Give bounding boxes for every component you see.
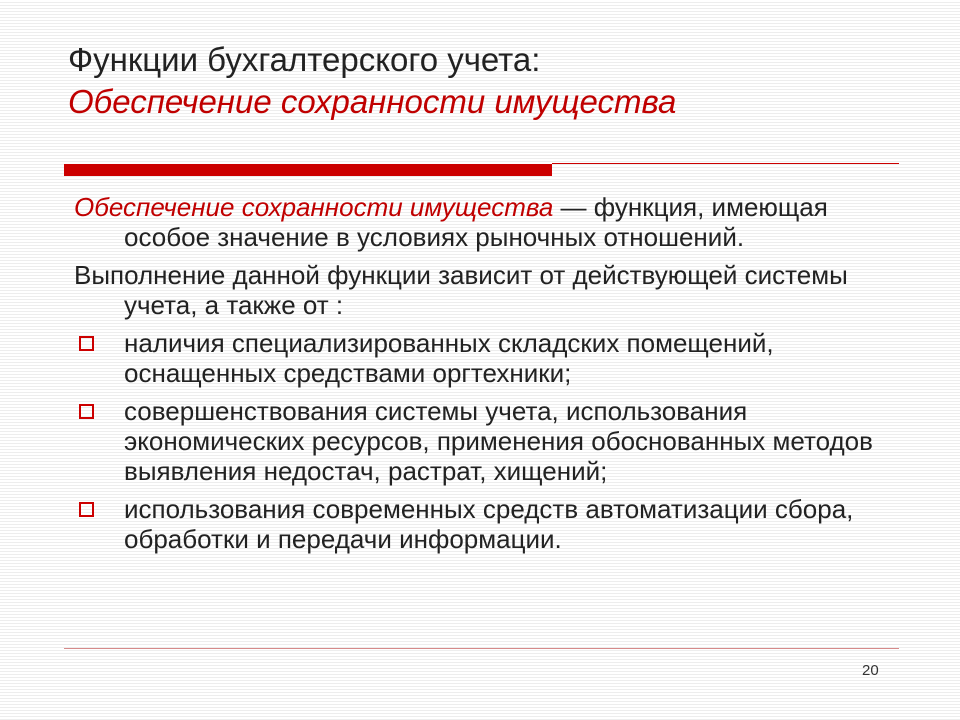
list-item xyxy=(74,328,894,388)
list-item xyxy=(74,396,894,486)
hollow-square-bullet-icon xyxy=(79,502,94,517)
list-item-text: совершенствования системы учета, использования экономических ресурсов, применения обоснованных методов выявления недостач, растрат, хищений; xyxy=(124,396,873,486)
slide-title: Функции бухгалтерского учета: xyxy=(68,41,541,78)
footer-divider xyxy=(64,648,899,649)
intro-definition: — функция, имеющая особое значение в условиях рыночных отношений. xyxy=(124,192,828,252)
list-item-text: наличия специализированных складских помещений, оснащенных средствами оргтехники; xyxy=(124,328,774,388)
title-underline-thin xyxy=(552,163,899,164)
intro-paragraph xyxy=(74,192,894,252)
title-underline-thick xyxy=(64,164,552,176)
list-item xyxy=(74,494,894,554)
intro-term: Обеспечение сохранности имущества xyxy=(74,192,554,222)
slide-subtitle: Обеспечение сохранности имущества xyxy=(68,83,677,120)
slide-body xyxy=(74,192,894,562)
list-item-text: использования современных средств автоматизации сбора, обработки и передачи информации. xyxy=(124,494,854,554)
bullet-list xyxy=(74,328,894,554)
hollow-square-bullet-icon xyxy=(79,404,94,419)
page-number: 20 xyxy=(862,662,879,679)
hollow-square-bullet-icon xyxy=(79,336,94,351)
dependency-paragraph: Выполнение данной функции зависит от действующей системы учета, а также от : xyxy=(74,260,848,320)
